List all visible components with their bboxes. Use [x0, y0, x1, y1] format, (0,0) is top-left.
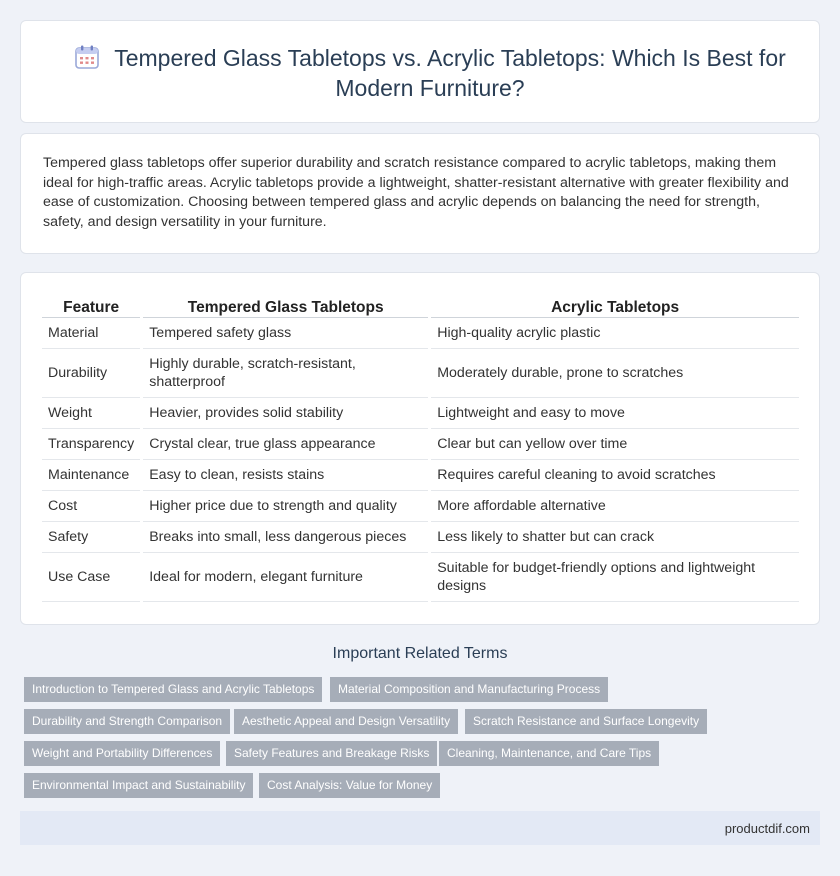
related-term-tag[interactable]: Weight and Portability Differences — [24, 741, 220, 766]
glass-cell: Crystal clear, true glass appearance — [142, 428, 430, 459]
feature-cell: Cost — [42, 490, 142, 521]
feature-cell: Use Case — [42, 552, 142, 601]
glass-cell: Higher price due to strength and quality — [142, 490, 430, 521]
related-term-tag[interactable]: Aesthetic Appeal and Design Versatility — [234, 709, 458, 734]
header-tempered-glass: Tempered Glass Tabletops — [142, 295, 430, 317]
comparison-table — [42, 295, 799, 602]
page-title-wrap — [51, 43, 809, 103]
table-row — [42, 317, 799, 348]
acrylic-cell: Moderately durable, prone to scratches — [430, 348, 799, 397]
related-term-tag[interactable]: Cleaning, Maintenance, and Care Tips — [439, 741, 659, 766]
glass-cell: Tempered safety glass — [142, 317, 430, 348]
related-terms-title: Important Related Terms — [332, 645, 508, 662]
related-term-tag[interactable]: Cost Analysis: Value for Money — [259, 773, 440, 798]
glass-cell: Highly durable, scratch-resistant, shatterproof — [142, 348, 430, 397]
intro-text: Tempered glass tabletops offer superior durability and scratch resistance compared to acrylic tabletops, making them ideal for high-traffic areas. Acrylic tabletops provide a lightweight, shatter-resistant alternative with greater flexibility and ease of customization. Choosing between tempered glass and acrylic depends on balancing the need for strength, safety, and design versatility in your furniture. — [43, 155, 789, 230]
page-title: Tempered Glass Tabletops vs. Acrylic Tabletops: Which Is Best for Modern Furniture? — [114, 45, 786, 101]
footer — [20, 811, 820, 845]
related-term-tag[interactable]: Environmental Impact and Sustainability — [24, 773, 253, 798]
intro-card — [20, 133, 820, 254]
acrylic-cell: Clear but can yellow over time — [430, 428, 799, 459]
table-row — [42, 552, 799, 601]
footer-site[interactable]: productdif.com — [724, 821, 810, 836]
feature-cell: Material — [42, 317, 142, 348]
table-header-row — [42, 295, 799, 317]
table-row — [42, 490, 799, 521]
table-row — [42, 459, 799, 490]
related-term-tag[interactable]: Introduction to Tempered Glass and Acrylic Tabletops — [24, 677, 322, 702]
comparison-card — [20, 272, 820, 625]
acrylic-cell: High-quality acrylic plastic — [430, 317, 799, 348]
acrylic-cell: More affordable alternative — [430, 490, 799, 521]
acrylic-cell: Less likely to shatter but can crack — [430, 521, 799, 552]
header-card — [20, 20, 820, 123]
glass-cell: Easy to clean, resists stains — [142, 459, 430, 490]
feature-cell: Transparency — [42, 428, 142, 459]
table-row — [42, 348, 799, 397]
glass-cell: Ideal for modern, elegant furniture — [142, 552, 430, 601]
glass-cell: Breaks into small, less dangerous pieces — [142, 521, 430, 552]
header-feature: Feature — [42, 295, 142, 317]
glass-cell: Heavier, provides solid stability — [142, 397, 430, 428]
header-acrylic: Acrylic Tabletops — [430, 295, 799, 317]
calendar-icon — [74, 44, 100, 70]
feature-cell: Weight — [42, 397, 142, 428]
feature-cell: Durability — [42, 348, 142, 397]
table-row — [42, 521, 799, 552]
related-term-tag[interactable]: Durability and Strength Comparison — [24, 709, 230, 734]
related-term-tag[interactable]: Safety Features and Breakage Risks — [226, 741, 437, 766]
acrylic-cell: Requires careful cleaning to avoid scratches — [430, 459, 799, 490]
acrylic-cell: Lightweight and easy to move — [430, 397, 799, 428]
feature-cell: Maintenance — [42, 459, 142, 490]
feature-cell: Safety — [42, 521, 142, 552]
related-term-tag[interactable]: Scratch Resistance and Surface Longevity — [465, 709, 707, 734]
table-row — [42, 428, 799, 459]
acrylic-cell: Suitable for budget-friendly options and lightweight designs — [430, 552, 799, 601]
related-term-tag[interactable]: Material Composition and Manufacturing Process — [330, 677, 608, 702]
table-row — [42, 397, 799, 428]
